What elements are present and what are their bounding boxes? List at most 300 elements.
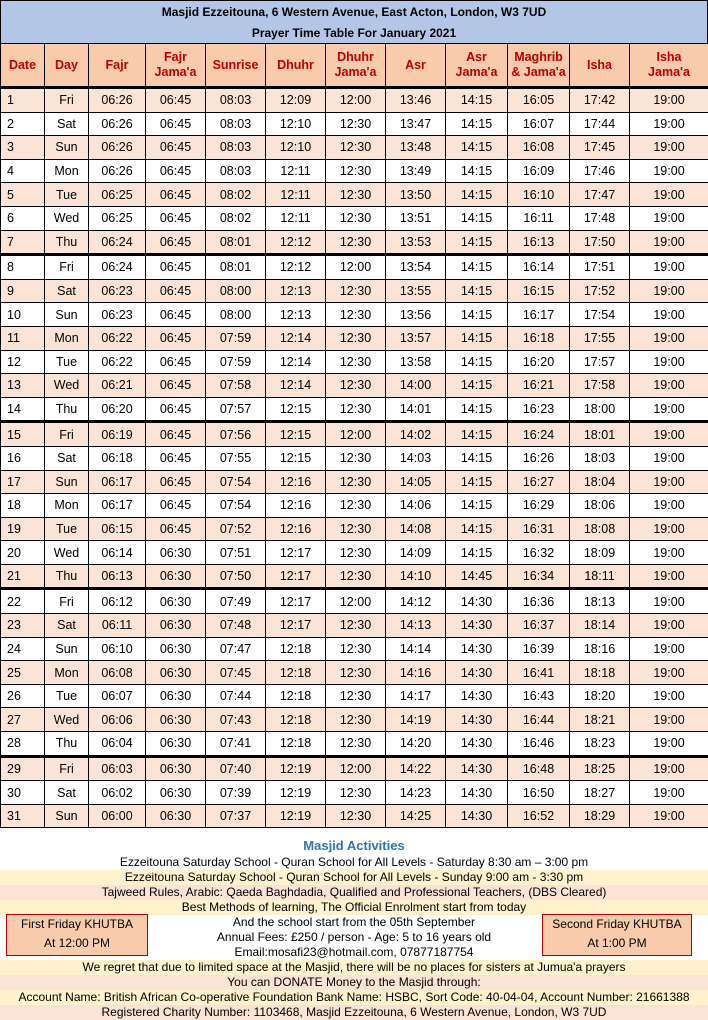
table-cell: 14:16: [386, 661, 446, 685]
activity-line: Annual Fees: £250 / person - Age: 5 to 16 years old: [0, 930, 708, 945]
table-cell: 13: [1, 374, 45, 398]
table-row: [1, 637, 708, 661]
table-cell: Sat: [45, 614, 89, 638]
table-cell: 06:30: [146, 756, 206, 781]
table-row: [1, 374, 708, 398]
table-cell: 14:30: [446, 756, 508, 781]
table-cell: 06:26: [89, 136, 146, 160]
activities-title: Masjid Activities: [0, 838, 708, 853]
table-row: [1, 397, 708, 422]
table-cell: Sun: [45, 804, 89, 828]
table-row: [1, 206, 708, 230]
table-row: [1, 708, 708, 732]
table-cell: 18:11: [570, 564, 630, 589]
column-header-line: Maghrib: [508, 50, 569, 65]
table-cell: 29: [1, 756, 45, 781]
table-cell: 12:15: [266, 397, 326, 422]
table-cell: 13:49: [386, 159, 446, 183]
table-cell: 12:17: [266, 541, 326, 565]
table-cell: Fri: [45, 255, 89, 280]
table-cell: 14:15: [446, 88, 508, 113]
table-cell: 06:30: [146, 732, 206, 757]
table-cell: 08:00: [206, 303, 266, 327]
table-cell: 06:17: [89, 470, 146, 494]
table-cell: 17:57: [570, 350, 630, 374]
table-cell: 12:12: [266, 255, 326, 280]
table-cell: 06:45: [146, 374, 206, 398]
table-cell: 19:00: [630, 470, 708, 494]
table-cell: 18:03: [570, 446, 630, 470]
table-cell: 16:21: [508, 374, 570, 398]
table-cell: Wed: [45, 541, 89, 565]
table-cell: Mon: [45, 159, 89, 183]
table-cell: 13:48: [386, 136, 446, 160]
table-cell: 16:34: [508, 564, 570, 589]
table-cell: 06:07: [89, 684, 146, 708]
table-cell: 18:09: [570, 541, 630, 565]
table-cell: 12:30: [326, 374, 386, 398]
table-cell: 06:30: [146, 804, 206, 828]
table-cell: 17:51: [570, 255, 630, 280]
table-cell: 12:13: [266, 303, 326, 327]
masjid-address-header: Masjid Ezzeitouna, 6 Western Avenue, East Acton, London, W3 7UD: [0, 0, 708, 23]
table-row: [1, 255, 708, 280]
table-cell: Wed: [45, 708, 89, 732]
column-header-line: Date: [1, 58, 44, 73]
table-cell: 19:00: [630, 446, 708, 470]
column-header-line: Jama'a: [630, 65, 708, 80]
table-cell: 21: [1, 564, 45, 589]
table-cell: 06:30: [146, 684, 206, 708]
table-cell: Fri: [45, 589, 89, 614]
table-cell: 12:00: [326, 589, 386, 614]
table-cell: 14:45: [446, 564, 508, 589]
table-cell: 06:20: [89, 397, 146, 422]
table-cell: 12:30: [326, 661, 386, 685]
table-cell: 07:56: [206, 422, 266, 447]
table-cell: 16:08: [508, 136, 570, 160]
table-cell: 19:00: [630, 206, 708, 230]
table-cell: 07:48: [206, 614, 266, 638]
table-row: [1, 88, 708, 113]
table-cell: 18:00: [570, 397, 630, 422]
table-cell: 06:18: [89, 446, 146, 470]
first-friday-time: At 12:00 PM: [7, 934, 147, 953]
table-cell: Sun: [45, 470, 89, 494]
table-cell: 14:30: [446, 614, 508, 638]
table-cell: 24: [1, 637, 45, 661]
table-cell: Tue: [45, 517, 89, 541]
table-cell: 14:08: [386, 517, 446, 541]
table-cell: 06:30: [146, 614, 206, 638]
table-cell: 19:00: [630, 756, 708, 781]
table-cell: 14:17: [386, 684, 446, 708]
table-cell: 16:26: [508, 446, 570, 470]
table-cell: 27: [1, 708, 45, 732]
table-cell: 07:59: [206, 326, 266, 350]
table-cell: 7: [1, 230, 45, 255]
table-cell: 14:15: [446, 255, 508, 280]
column-header-line: Dhuhr: [266, 58, 325, 73]
table-cell: 16:24: [508, 422, 570, 447]
second-friday-time: At 1:00 PM: [543, 934, 691, 953]
table-cell: 16:52: [508, 804, 570, 828]
table-cell: 17:45: [570, 136, 630, 160]
table-cell: 17:58: [570, 374, 630, 398]
table-cell: 14:15: [446, 517, 508, 541]
table-cell: 14:12: [386, 589, 446, 614]
table-cell: 12:10: [266, 112, 326, 136]
table-cell: 07:59: [206, 350, 266, 374]
table-row: [1, 326, 708, 350]
table-cell: Mon: [45, 326, 89, 350]
timetable-title: Prayer Time Table For January 2021: [0, 23, 708, 43]
table-cell: 17:50: [570, 230, 630, 255]
prayer-timetable: [0, 43, 708, 828]
table-cell: Tue: [45, 684, 89, 708]
table-cell: 06:45: [146, 159, 206, 183]
table-cell: 06:30: [146, 637, 206, 661]
table-cell: 14:15: [446, 397, 508, 422]
table-cell: 07:49: [206, 589, 266, 614]
table-cell: 13:58: [386, 350, 446, 374]
table-cell: 14:15: [446, 230, 508, 255]
table-cell: Sat: [45, 781, 89, 805]
table-cell: 17:42: [570, 88, 630, 113]
activity-line: And the school start from the 05th September: [0, 915, 708, 930]
table-cell: 12:30: [326, 136, 386, 160]
table-cell: 19:00: [630, 112, 708, 136]
table-cell: 18:18: [570, 661, 630, 685]
table-cell: 19:00: [630, 303, 708, 327]
table-cell: 19:00: [630, 230, 708, 255]
table-cell: 5: [1, 183, 45, 207]
table-cell: 12:30: [326, 397, 386, 422]
table-cell: 14:15: [446, 470, 508, 494]
table-cell: 14:15: [446, 136, 508, 160]
table-cell: 06:45: [146, 279, 206, 303]
table-cell: 14:15: [446, 159, 508, 183]
table-cell: 12:30: [326, 446, 386, 470]
table-cell: 06:06: [89, 708, 146, 732]
table-row: [1, 422, 708, 447]
table-cell: 12:30: [326, 732, 386, 757]
table-cell: 12:30: [326, 494, 386, 518]
table-cell: Fri: [45, 756, 89, 781]
table-cell: 12:11: [266, 159, 326, 183]
table-cell: 14:10: [386, 564, 446, 589]
column-header-line: Sunrise: [206, 58, 265, 73]
column-header: [146, 44, 206, 88]
table-cell: 12:30: [326, 637, 386, 661]
table-cell: 16:23: [508, 397, 570, 422]
table-cell: 14:00: [386, 374, 446, 398]
table-cell: Thu: [45, 230, 89, 255]
table-cell: 12:18: [266, 684, 326, 708]
table-cell: 14:30: [446, 732, 508, 757]
table-cell: 14:30: [446, 661, 508, 685]
table-cell: 14:25: [386, 804, 446, 828]
table-cell: 06:45: [146, 326, 206, 350]
table-cell: 12:30: [326, 804, 386, 828]
table-cell: 19:00: [630, 804, 708, 828]
table-cell: 14:30: [446, 708, 508, 732]
column-header-line: Jama'a: [446, 65, 507, 80]
table-cell: 19:00: [630, 136, 708, 160]
table-cell: 28: [1, 732, 45, 757]
table-cell: 13:46: [386, 88, 446, 113]
table-cell: 16:43: [508, 684, 570, 708]
table-cell: 18:08: [570, 517, 630, 541]
table-cell: 06:45: [146, 230, 206, 255]
table-cell: 18:13: [570, 589, 630, 614]
table-cell: 19:00: [630, 541, 708, 565]
column-header-line: Jama'a: [326, 65, 385, 80]
table-cell: 06:00: [89, 804, 146, 828]
table-cell: 06:23: [89, 279, 146, 303]
table-cell: 06:45: [146, 422, 206, 447]
table-cell: 16:10: [508, 183, 570, 207]
table-cell: 14:30: [446, 684, 508, 708]
table-cell: 14:09: [386, 541, 446, 565]
table-cell: 12:16: [266, 517, 326, 541]
table-cell: 16:18: [508, 326, 570, 350]
table-cell: 06:15: [89, 517, 146, 541]
table-cell: 19:00: [630, 255, 708, 280]
table-cell: 06:30: [146, 708, 206, 732]
table-cell: 18:14: [570, 614, 630, 638]
table-cell: 3: [1, 136, 45, 160]
table-cell: 14:06: [386, 494, 446, 518]
table-cell: 14:30: [446, 637, 508, 661]
table-cell: 1: [1, 88, 45, 113]
table-cell: 13:47: [386, 112, 446, 136]
table-cell: 19:00: [630, 374, 708, 398]
table-cell: 19:00: [630, 637, 708, 661]
table-cell: 17:46: [570, 159, 630, 183]
table-cell: 06:45: [146, 494, 206, 518]
table-cell: 19:00: [630, 350, 708, 374]
table-cell: 16:39: [508, 637, 570, 661]
column-header: [89, 44, 146, 88]
table-cell: 19:00: [630, 684, 708, 708]
column-header-line: Day: [45, 58, 88, 73]
table-cell: 14:02: [386, 422, 446, 447]
table-cell: 06:45: [146, 350, 206, 374]
table-cell: 06:30: [146, 541, 206, 565]
table-cell: 18:04: [570, 470, 630, 494]
table-cell: Tue: [45, 350, 89, 374]
table-cell: 16:05: [508, 88, 570, 113]
column-header-line: Isha: [570, 58, 629, 73]
column-header: [386, 44, 446, 88]
table-cell: 13:55: [386, 279, 446, 303]
table-cell: 20: [1, 541, 45, 565]
table-cell: 17:44: [570, 112, 630, 136]
table-cell: 08:03: [206, 88, 266, 113]
table-cell: 14:15: [446, 446, 508, 470]
table-cell: 08:01: [206, 230, 266, 255]
table-cell: 12:30: [326, 517, 386, 541]
table-cell: 06:12: [89, 589, 146, 614]
column-header-line: Dhuhr: [326, 50, 385, 65]
table-cell: 18: [1, 494, 45, 518]
table-cell: Fri: [45, 422, 89, 447]
table-cell: 30: [1, 781, 45, 805]
table-cell: 07:52: [206, 517, 266, 541]
table-cell: 16:07: [508, 112, 570, 136]
table-cell: 16:29: [508, 494, 570, 518]
table-cell: 12:16: [266, 494, 326, 518]
table-cell: 06:10: [89, 637, 146, 661]
table-cell: 12:30: [326, 781, 386, 805]
table-cell: 12:17: [266, 564, 326, 589]
table-cell: 12:30: [326, 684, 386, 708]
second-friday-khutba-box: [542, 914, 692, 956]
activity-line: Ezzeitouna Saturday School - Quran School for All Levels - Saturday 8:30 am – 3:00 pm: [0, 855, 708, 870]
table-cell: 16:14: [508, 255, 570, 280]
table-cell: 11: [1, 326, 45, 350]
table-cell: 07:44: [206, 684, 266, 708]
table-cell: 14:23: [386, 781, 446, 805]
activity-line: Registered Charity Number: 1103468, Masjid Ezzeitouna, 6 Western Avenue, London, W3 7UD: [0, 1005, 708, 1020]
table-cell: 06:21: [89, 374, 146, 398]
table-cell: 16:31: [508, 517, 570, 541]
table-cell: 14:15: [446, 422, 508, 447]
table-cell: Fri: [45, 88, 89, 113]
table-cell: 19:00: [630, 589, 708, 614]
table-cell: 16:17: [508, 303, 570, 327]
table-cell: 16: [1, 446, 45, 470]
table-cell: 18:27: [570, 781, 630, 805]
table-row: [1, 470, 708, 494]
table-cell: 14:15: [446, 541, 508, 565]
table-cell: Sat: [45, 446, 89, 470]
table-cell: 06:45: [146, 470, 206, 494]
column-header: [206, 44, 266, 88]
column-header-line: Fajr: [146, 50, 205, 65]
table-cell: 16:44: [508, 708, 570, 732]
activity-line: Tajweed Rules, Arabic: Qaeda Baghdadia, Qualified and Professional Teachers, (DBS Cleared): [0, 885, 708, 900]
table-cell: 12:11: [266, 206, 326, 230]
table-cell: 12:30: [326, 279, 386, 303]
table-cell: 07:54: [206, 494, 266, 518]
table-row: [1, 159, 708, 183]
table-cell: 18:01: [570, 422, 630, 447]
table-cell: 23: [1, 614, 45, 638]
table-cell: 14:14: [386, 637, 446, 661]
table-cell: 07:40: [206, 756, 266, 781]
table-cell: 14: [1, 397, 45, 422]
table-cell: 12:19: [266, 756, 326, 781]
table-cell: 06:13: [89, 564, 146, 589]
table-cell: 12:30: [326, 206, 386, 230]
table-cell: 14:01: [386, 397, 446, 422]
activity-line: Account Name: British African Co-operative Foundation Bank Name: HSBC, Sort Code: 40-04-04, Account Number: 21661388: [0, 990, 708, 1005]
table-cell: 12:30: [326, 470, 386, 494]
table-cell: 08:03: [206, 136, 266, 160]
table-cell: Wed: [45, 206, 89, 230]
table-cell: 08:03: [206, 112, 266, 136]
table-cell: 17:52: [570, 279, 630, 303]
table-cell: 16:41: [508, 661, 570, 685]
table-cell: 14:03: [386, 446, 446, 470]
activity-line: Email:mosafi23@hotmail.com, 07877187754: [0, 945, 708, 960]
table-cell: 12:18: [266, 732, 326, 757]
table-cell: 14:22: [386, 756, 446, 781]
table-cell: 14:15: [446, 279, 508, 303]
table-cell: 06:24: [89, 230, 146, 255]
masjid-activities: [0, 836, 708, 1019]
table-row: [1, 589, 708, 614]
table-row: [1, 756, 708, 781]
table-cell: 14:30: [446, 804, 508, 828]
table-cell: 12:00: [326, 255, 386, 280]
table-cell: Sat: [45, 112, 89, 136]
table-cell: 19:00: [630, 781, 708, 805]
table-cell: 07:45: [206, 661, 266, 685]
table-cell: 16:20: [508, 350, 570, 374]
table-row: [1, 661, 708, 685]
table-cell: 07:47: [206, 637, 266, 661]
table-cell: 4: [1, 159, 45, 183]
table-cell: 12:11: [266, 183, 326, 207]
table-cell: 18:06: [570, 494, 630, 518]
table-cell: 19:00: [630, 88, 708, 113]
table-cell: 16:13: [508, 230, 570, 255]
table-cell: 07:43: [206, 708, 266, 732]
table-cell: 16:36: [508, 589, 570, 614]
table-row: [1, 804, 708, 828]
table-cell: 06:30: [146, 661, 206, 685]
table-cell: 12:10: [266, 136, 326, 160]
column-header-line: Asr: [446, 50, 507, 65]
table-cell: 06:45: [146, 112, 206, 136]
table-cell: Mon: [45, 661, 89, 685]
table-cell: 06:30: [146, 781, 206, 805]
table-cell: 18:23: [570, 732, 630, 757]
table-cell: 17:54: [570, 303, 630, 327]
column-header: [570, 44, 630, 88]
column-header: [1, 44, 45, 88]
column-header: [326, 44, 386, 88]
table-cell: 07:54: [206, 470, 266, 494]
table-cell: 08:00: [206, 279, 266, 303]
table-cell: 12:30: [326, 112, 386, 136]
table-cell: 06:23: [89, 303, 146, 327]
table-cell: 18:29: [570, 804, 630, 828]
table-row: [1, 446, 708, 470]
table-row: [1, 112, 708, 136]
table-cell: 9: [1, 279, 45, 303]
table-cell: 12:12: [266, 230, 326, 255]
table-cell: 14:15: [446, 206, 508, 230]
table-cell: 12:09: [266, 88, 326, 113]
table-cell: 12:15: [266, 422, 326, 447]
column-header: [45, 44, 89, 88]
activity-line: Best Methods of learning, The Official Enrolment start from today: [0, 900, 708, 915]
table-cell: 16:48: [508, 756, 570, 781]
table-cell: 12:19: [266, 781, 326, 805]
table-cell: 06:22: [89, 326, 146, 350]
table-cell: 08:02: [206, 183, 266, 207]
table-cell: 12:14: [266, 350, 326, 374]
activity-line: Ezzeitouna Saturday School - Quran School for All Levels - Sunday 9:00 am - 3:30 pm: [0, 870, 708, 885]
column-header: [508, 44, 570, 88]
table-cell: 19:00: [630, 326, 708, 350]
table-cell: 19:00: [630, 422, 708, 447]
table-cell: 14:15: [446, 374, 508, 398]
